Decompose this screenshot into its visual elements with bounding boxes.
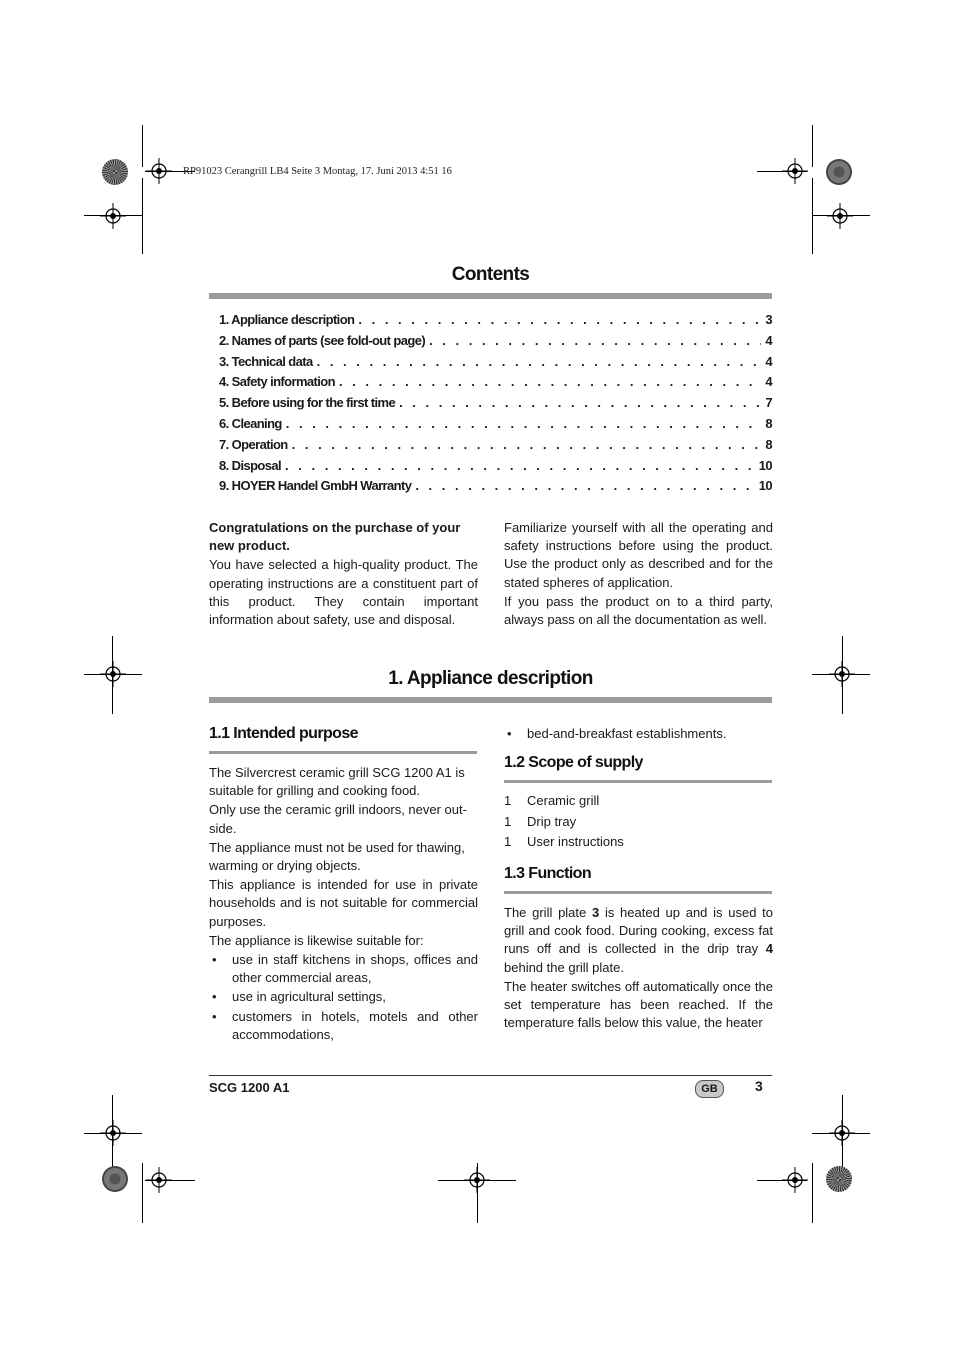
- registration-seal-icon: [826, 159, 852, 185]
- subsection-heading: 1.3 Function: [504, 865, 592, 882]
- registration-crosshair-icon: [782, 158, 808, 184]
- toc-leader: [339, 374, 761, 389]
- registration-crosshair-icon: [146, 1167, 172, 1193]
- intro-left-column: [209, 519, 478, 630]
- toc-leader: [415, 478, 754, 493]
- list-item-text: use in staff kitchens in shops, offices and other commercial areas,: [232, 952, 478, 986]
- intended-purpose-text: [209, 764, 478, 1045]
- toc-entry-page: 4: [765, 353, 772, 369]
- toc-entry[interactable]: [219, 395, 772, 416]
- section-title: 1. Appliance description: [388, 668, 593, 689]
- toc-entry-page: 4: [765, 332, 772, 348]
- toc-entry-label: 9. HOYER Handel GmbH Warranty: [219, 478, 412, 494]
- registration-crosshair-icon: [100, 203, 126, 229]
- toc-entry-page: 10: [758, 457, 772, 473]
- contents-title: Contents: [451, 264, 530, 285]
- bullet-icon: •: [212, 952, 217, 968]
- paragraph: The heater switches off automatically once the set temperature has been reached. If the temperature falls below this value, the heater: [504, 978, 773, 1031]
- bullet-icon: •: [212, 989, 217, 1005]
- paragraph: The appliance is likewise suitable for:: [209, 932, 424, 948]
- subsection-rule: [504, 780, 772, 783]
- quantity: 1: [504, 834, 512, 849]
- registration-crosshair-icon: [464, 1167, 490, 1193]
- quantity: 1: [504, 793, 512, 808]
- toc-entry[interactable]: [219, 333, 772, 354]
- toc-leader: [399, 395, 761, 410]
- list-item: [504, 793, 772, 814]
- toc-leader: [429, 333, 761, 348]
- part-reference: 3: [591, 905, 600, 920]
- registration-seal-icon: [102, 159, 128, 185]
- quantity: 1: [504, 813, 512, 829]
- toc-entry-label: 7. Operation: [219, 436, 288, 452]
- crop-mark: [812, 1163, 813, 1223]
- paragraph: This appliance is intended for use in private households and is not suitable for commercial purposes.: [209, 877, 478, 929]
- intro-right-paragraph: If you pass the product on to a third party, always pass on all the documentation as well.: [504, 593, 773, 628]
- list-item: [504, 814, 772, 835]
- toc-entry[interactable]: [219, 437, 772, 458]
- intro-heading: Congratulations on the purchase of your new product.: [209, 520, 461, 554]
- toc-leader: [317, 354, 762, 369]
- crop-mark: [84, 215, 142, 216]
- crop-mark: [812, 215, 870, 216]
- toc-entry-label: 3. Technical data: [219, 353, 313, 369]
- function-text: [504, 904, 773, 1033]
- subsection-heading: 1.1 Intended purpose: [209, 725, 358, 742]
- crop-mark: [142, 178, 143, 254]
- paragraph: [504, 904, 773, 977]
- toc-entry-label: 1. Appliance description: [219, 312, 355, 327]
- print-slug: RP91023 Cerangrill LB4 Seite 3 Montag, 17. Juni 2013 4:51 16: [183, 166, 452, 177]
- scope-of-supply-list: [504, 793, 772, 855]
- toc-entry-page: 7: [765, 395, 772, 411]
- registration-crosshair-icon: [782, 1167, 808, 1193]
- subsection-rule: [504, 891, 772, 894]
- item-name: User instructions: [527, 834, 624, 849]
- footer-rule: [209, 1075, 772, 1076]
- continued-bullet-list: [504, 725, 773, 744]
- toc-entry-page: 10: [758, 478, 772, 494]
- toc-entry-label: 5. Before using for the first time: [219, 395, 396, 411]
- registration-seal-icon: [102, 1166, 128, 1192]
- intro-right-paragraph: Familiarize yourself with all the operating and safety instructions before using the product. Use the product only as described and for the stated spheres of application.: [504, 520, 773, 590]
- intro-right-column: [504, 519, 773, 630]
- bullet-icon: •: [212, 1008, 217, 1024]
- toc-entry-page: 4: [765, 374, 772, 390]
- list-item: [209, 988, 478, 1006]
- registration-crosshair-icon: [829, 661, 855, 687]
- text-run: is heated up and is used to grill and cook food. During cooking, excess fat runs off and is collected in the drip tray: [504, 905, 773, 957]
- crop-mark: [142, 1163, 143, 1223]
- footer-model: SCG 1200 A1: [209, 1080, 290, 1095]
- list-item: [209, 951, 478, 987]
- list-item: [209, 1008, 478, 1044]
- page-number: 3: [755, 1078, 763, 1094]
- toc-leader: [285, 458, 755, 473]
- list-item: [504, 725, 773, 743]
- toc-leader: [286, 416, 762, 431]
- item-name: Ceramic grill: [527, 793, 600, 808]
- contents-rule: [209, 293, 772, 299]
- crop-mark: [142, 125, 143, 167]
- toc-entry-label: 6. Cleaning: [219, 415, 282, 431]
- toc-entry[interactable]: [219, 416, 772, 437]
- item-name: Drip tray: [527, 813, 577, 829]
- toc-leader: [358, 312, 761, 327]
- registration-crosshair-icon: [827, 203, 853, 229]
- toc-entry-label: 4. Safety information: [219, 374, 335, 390]
- toc-entry[interactable]: [219, 312, 772, 333]
- paragraph: The Silvercrest ceramic grill SCG 1200 A1 is suitable for grilling and cooking food.: [209, 765, 465, 799]
- subsection-rule: [209, 751, 477, 754]
- toc-entry[interactable]: [219, 354, 772, 375]
- list-item-text: customers in hotels, motels and other accommodations,: [232, 1008, 478, 1042]
- registration-crosshair-icon: [146, 158, 172, 184]
- toc-entry-label: 2. Names of parts (see fold-out page): [219, 332, 426, 348]
- toc-entry-page: 8: [765, 436, 772, 452]
- registration-crosshair-icon: [100, 1120, 126, 1146]
- paragraph: The appliance must not be used for thawing, warming or drying objects.: [209, 839, 465, 874]
- subsection-heading: 1.2 Scope of supply: [504, 754, 643, 771]
- registration-crosshair-icon: [100, 661, 126, 687]
- registration-seal-icon: [826, 1166, 852, 1192]
- table-of-contents: [219, 312, 772, 499]
- list-item-text: use in agricultural settings,: [232, 989, 386, 1005]
- toc-entry[interactable]: [219, 478, 772, 499]
- text-run: The grill plate: [504, 905, 592, 920]
- toc-entry[interactable]: [219, 374, 772, 395]
- toc-entry-page: 8: [765, 415, 772, 431]
- toc-entry-page: 3: [765, 312, 772, 327]
- toc-entry-label: 8. Disposal: [219, 457, 282, 473]
- crop-mark: [812, 125, 813, 167]
- toc-leader: [292, 437, 762, 452]
- part-reference: 4: [765, 941, 773, 957]
- list-item: [504, 834, 772, 855]
- crop-mark: [812, 178, 813, 254]
- registration-crosshair-icon: [829, 1120, 855, 1146]
- section-rule: [209, 697, 772, 703]
- language-badge: GB: [695, 1080, 724, 1098]
- paragraph: Only use the ceramic grill indoors, never out-side.: [209, 802, 467, 836]
- list-item-text: bed-and-breakfast establishments.: [527, 726, 727, 741]
- bullet-list: [209, 951, 478, 1044]
- bullet-icon: •: [507, 726, 512, 741]
- text-run: behind the grill plate.: [504, 959, 624, 975]
- toc-entry[interactable]: [219, 458, 772, 479]
- intro-left-text: You have selected a high-quality product. The operating instructions are a constituent part of this product. They contain important information about safety, use and disposal.: [209, 557, 478, 628]
